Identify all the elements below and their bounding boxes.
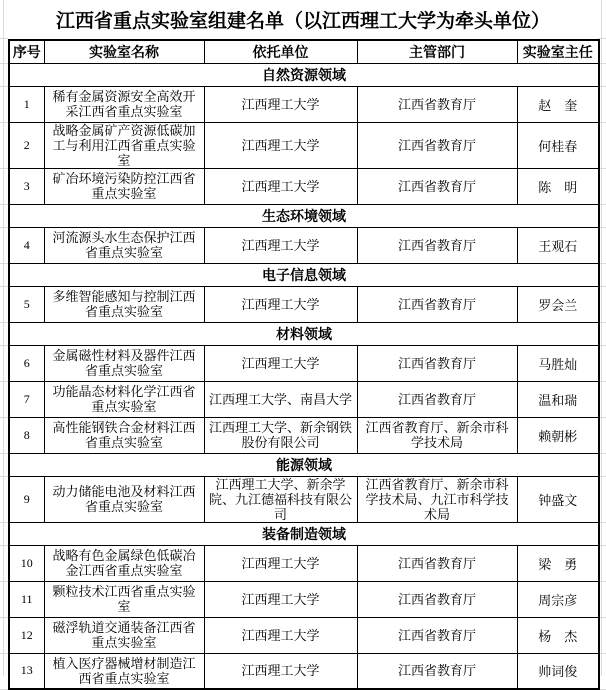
cell-dept: 江西省教育厅 (357, 122, 517, 168)
cell-seq: 9 (9, 476, 44, 522)
section-label: 能源领域 (9, 453, 599, 476)
table-row (9, 122, 599, 168)
cell-dept: 江西省教育厅 (357, 286, 517, 322)
cell-lab-name: 功能晶态材料化学江西省重点实验室 (44, 381, 204, 417)
cell-dept: 江西省教育厅、新余市科学技术局、九江市科学技术局 (357, 476, 517, 522)
table-row (9, 581, 599, 617)
cell-lab-name: 战略有色金属绿色低碳冶金江西省重点实验室 (44, 545, 204, 581)
cell-director: 马胜灿 (517, 345, 599, 381)
cell-dept: 江西省教育厅 (357, 653, 517, 689)
col-header-lab-name: 实验室名称 (44, 40, 204, 63)
cell-unit: 江西理工大学 (204, 86, 357, 122)
section-label: 装备制造领域 (9, 522, 599, 545)
cell-lab-name: 颗粒技术江西省重点实验室 (44, 581, 204, 617)
cell-seq: 13 (9, 653, 44, 689)
cell-unit: 江西理工大学 (204, 581, 357, 617)
table-row (9, 168, 599, 204)
page-title: 江西省重点实验室组建名单（以江西理工大学为牵头单位） (55, 11, 550, 32)
cell-unit: 江西理工大学 (204, 345, 357, 381)
cell-unit: 江西理工大学、南昌大学 (204, 381, 357, 417)
section-label: 自然资源领域 (9, 63, 599, 86)
section-label: 材料领域 (9, 322, 599, 345)
cell-director: 杨 杰 (517, 617, 599, 653)
labs-table (8, 39, 600, 690)
cell-lab-name: 植入医疗器械增材制造江西省重点实验室 (44, 653, 204, 689)
cell-dept: 江西省教育厅 (357, 545, 517, 581)
table-row (9, 476, 599, 522)
cell-seq: 7 (9, 381, 44, 417)
cell-director: 罗会兰 (517, 286, 599, 322)
cell-dept: 江西省教育厅 (357, 581, 517, 617)
cell-lab-name: 稀有金属资源安全高效开采江西省重点实验室 (44, 86, 204, 122)
section-row-energy (9, 453, 599, 476)
table-row (9, 653, 599, 689)
table-row (9, 345, 599, 381)
table-row (9, 617, 599, 653)
cell-unit: 江西理工大学 (204, 653, 357, 689)
cell-director: 赖朝彬 (517, 417, 599, 453)
cell-dept: 江西省教育厅 (357, 617, 517, 653)
cell-lab-name: 金属磁性材料及器件江西省重点实验室 (44, 345, 204, 381)
cell-unit: 江西理工大学、新余钢铁股份有限公司 (204, 417, 357, 453)
cell-lab-name: 战略金属矿产资源低碳加工与利用江西省重点实验室 (44, 122, 204, 168)
section-label: 生态环境领域 (9, 204, 599, 227)
cell-unit: 江西理工大学 (204, 168, 357, 204)
cell-unit: 江西理工大学、新余学院、九江德福科技有限公司 (204, 476, 357, 522)
cell-seq: 6 (9, 345, 44, 381)
cell-director: 赵 奎 (517, 86, 599, 122)
cell-lab-name: 动力储能电池及材料江西省重点实验室 (44, 476, 204, 522)
cell-unit: 江西理工大学 (204, 286, 357, 322)
section-row-natural-resources (9, 63, 599, 86)
cell-lab-name: 河流源头水生态保护江西省重点实验室 (44, 227, 204, 263)
table-row (9, 417, 599, 453)
cell-unit: 江西理工大学 (204, 122, 357, 168)
cell-seq: 10 (9, 545, 44, 581)
col-header-seq: 序号 (9, 40, 44, 63)
cell-director: 温和瑞 (517, 381, 599, 417)
cell-director: 陈 明 (517, 168, 599, 204)
cell-seq: 3 (9, 168, 44, 204)
cell-director: 周宗彦 (517, 581, 599, 617)
table-row (9, 86, 599, 122)
col-header-dept: 主管部门 (357, 40, 517, 63)
cell-dept: 江西省教育厅 (357, 168, 517, 204)
cell-director: 何桂春 (517, 122, 599, 168)
cell-seq: 1 (9, 86, 44, 122)
col-header-director: 实验室主任 (517, 40, 599, 63)
table-row (9, 286, 599, 322)
cell-dept: 江西省教育厅 (357, 86, 517, 122)
cell-dept: 江西省教育厅 (357, 345, 517, 381)
cell-lab-name: 磁浮轨道交通装备江西省重点实验室 (44, 617, 204, 653)
cell-lab-name: 多维智能感知与控制江西省重点实验室 (44, 286, 204, 322)
cell-director: 王观石 (517, 227, 599, 263)
col-header-unit: 依托单位 (204, 40, 357, 63)
cell-seq: 2 (9, 122, 44, 168)
cell-seq: 11 (9, 581, 44, 617)
cell-seq: 5 (9, 286, 44, 322)
cell-dept: 江西省教育厅、新余市科学技术局 (357, 417, 517, 453)
cell-director: 梁 勇 (517, 545, 599, 581)
sheet-gridline-vertical-left (3, 0, 4, 676)
section-row-equipment-manufacturing (9, 522, 599, 545)
table-row (9, 227, 599, 263)
table-row (9, 381, 599, 417)
cell-unit: 江西理工大学 (204, 617, 357, 653)
cell-seq: 12 (9, 617, 44, 653)
cell-unit: 江西理工大学 (204, 227, 357, 263)
sheet-gridline-vertical-right (601, 0, 602, 676)
cell-lab-name: 高性能钢铁合金材料江西省重点实验室 (44, 417, 204, 453)
section-label: 电子信息领域 (9, 263, 599, 286)
cell-dept: 江西省教育厅 (357, 227, 517, 263)
cell-dept: 江西省教育厅 (357, 381, 517, 417)
cell-director: 帅词俊 (517, 653, 599, 689)
table-header-row (9, 40, 599, 63)
cell-seq: 4 (9, 227, 44, 263)
cell-unit: 江西理工大学 (204, 545, 357, 581)
cell-lab-name: 矿冶环境污染防控江西省重点实验室 (44, 168, 204, 204)
cell-director: 钟盛文 (517, 476, 599, 522)
section-row-ecology-environment (9, 204, 599, 227)
document-sheet (8, 0, 598, 690)
cell-seq: 8 (9, 417, 44, 453)
section-row-materials (9, 322, 599, 345)
table-row (9, 545, 599, 581)
section-row-electronic-information (9, 263, 599, 286)
